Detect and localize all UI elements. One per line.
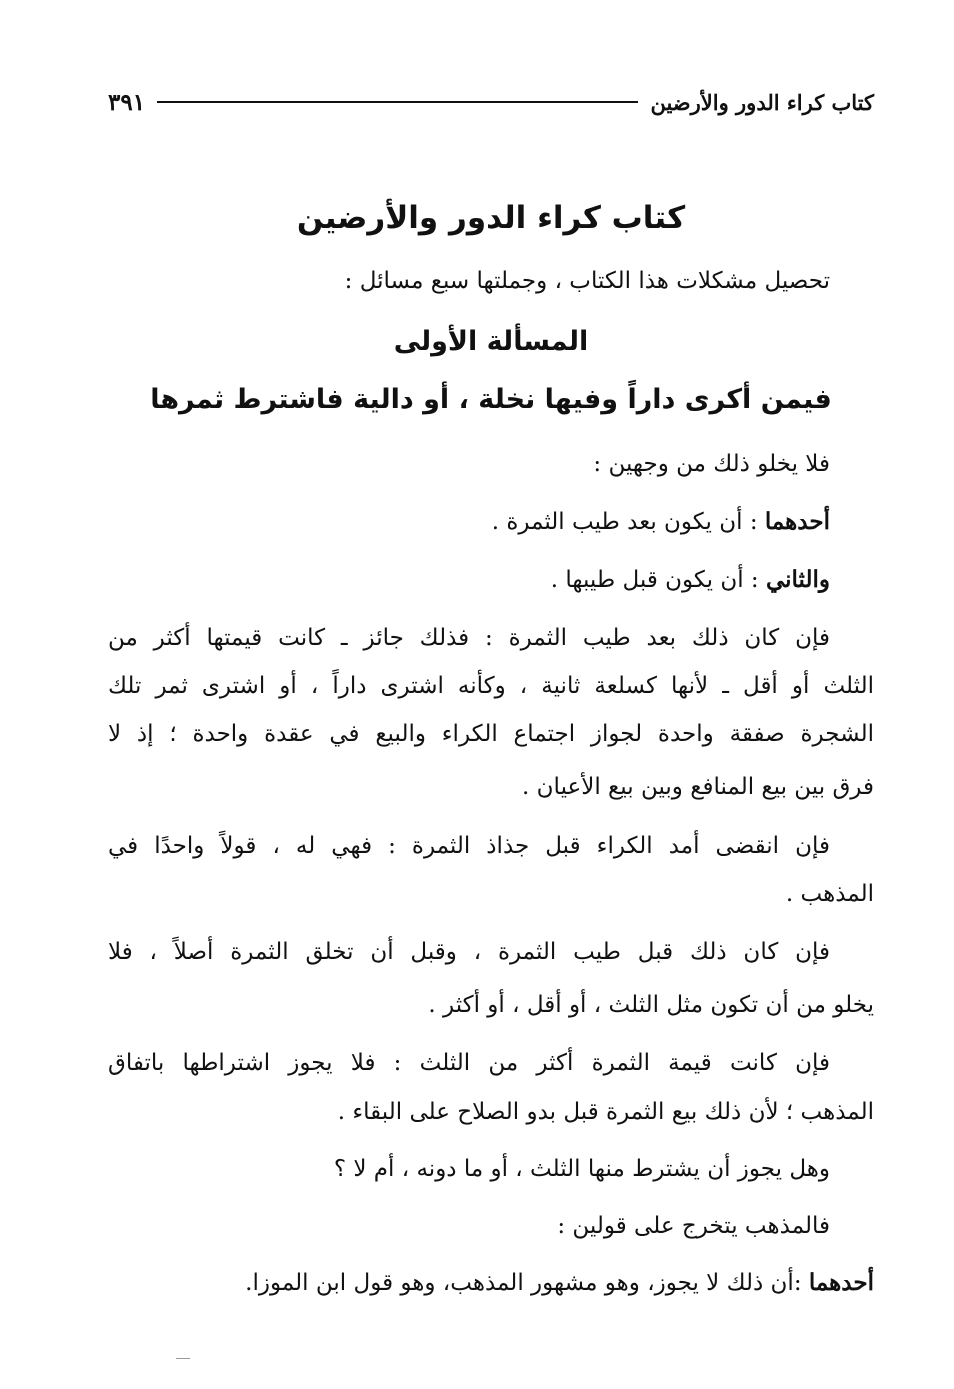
text-line: المذهب ؛ لأن ذلك بيع الثمرة قبل بدو الصلاح على البقاء .	[337, 1099, 874, 1125]
text-line: وهل يجوز أن يشترط منها الثلث ، أو ما دونه ، أم لا ؟	[333, 1156, 830, 1182]
section-subtitle: فيمن أكرى داراً وفيها نخلة ، أو دالية فاشترط ثمرها	[150, 384, 832, 415]
term-label: أحدهما	[764, 508, 830, 535]
page-number: ٣٩١	[108, 88, 146, 116]
text-line: الشجرة صفقة واحدة لجواز اجتماع الكراء والبيع في عقدة واحدة ؛ إذ لا	[108, 721, 874, 747]
term-text: : أن يكون قبل طيبها .	[550, 567, 766, 593]
text-line: فإن كانت قيمة الثمرة أكثر من الثلث : فلا يجوز اشتراطها باتفاق	[108, 1050, 830, 1076]
text-line: المذهب .	[785, 881, 874, 907]
text-line: يخلو من أن تكون مثل الثلث ، أو أقل ، أو أكثر .	[428, 992, 874, 1018]
header-rule	[157, 101, 638, 103]
chapter-title: كتاب كراء الدور والأرضين	[296, 200, 686, 236]
text-line: فرق بين بيع المنافع وبين بيع الأعيان .	[522, 774, 874, 800]
running-header	[108, 84, 874, 120]
footer-mark	[176, 1358, 190, 1359]
section-title: المسألة الأولى	[393, 326, 589, 357]
header-title: كتاب كراء الدور والأرضين	[650, 89, 874, 115]
text-line	[245, 1266, 874, 1300]
term-label: والثاني	[765, 566, 830, 593]
term-label: أحدهما	[808, 1269, 874, 1296]
text-line	[551, 563, 830, 597]
text-line: فإن كان ذلك بعد طيب الثمرة : فذلك جائز ـ كانت قيمتها أكثر من	[108, 625, 830, 651]
term-text: :أن ذلك لا يجوز، وهو مشهور المذهب، وهو قول ابن الموزا.	[245, 1270, 809, 1296]
text-line: فالمذهب يتخرج على قولين :	[557, 1213, 830, 1239]
term-text: : أن يكون بعد طيب الثمرة .	[491, 509, 765, 535]
text-line: الثلث أو أقل ـ لأنها كسلعة ثانية ، وكأنه اشترى داراً ، أو اشترى ثمر تلك	[108, 673, 874, 699]
chapter-intro: تحصيل مشكلات هذا الكتاب ، وجملتها سبع مسائل :	[344, 268, 830, 294]
text-line: فإن انقضى أمد الكراء قبل جذاذ الثمرة : فهي له ، قولاً واحدًا في	[108, 833, 830, 859]
text-line: فإن كان ذلك قبل طيب الثمرة ، وقبل أن تخلق الثمرة أصلاً ، فلا	[108, 939, 830, 965]
text-line	[492, 505, 830, 539]
text-line: فلا يخلو ذلك من وجهين :	[593, 451, 830, 477]
